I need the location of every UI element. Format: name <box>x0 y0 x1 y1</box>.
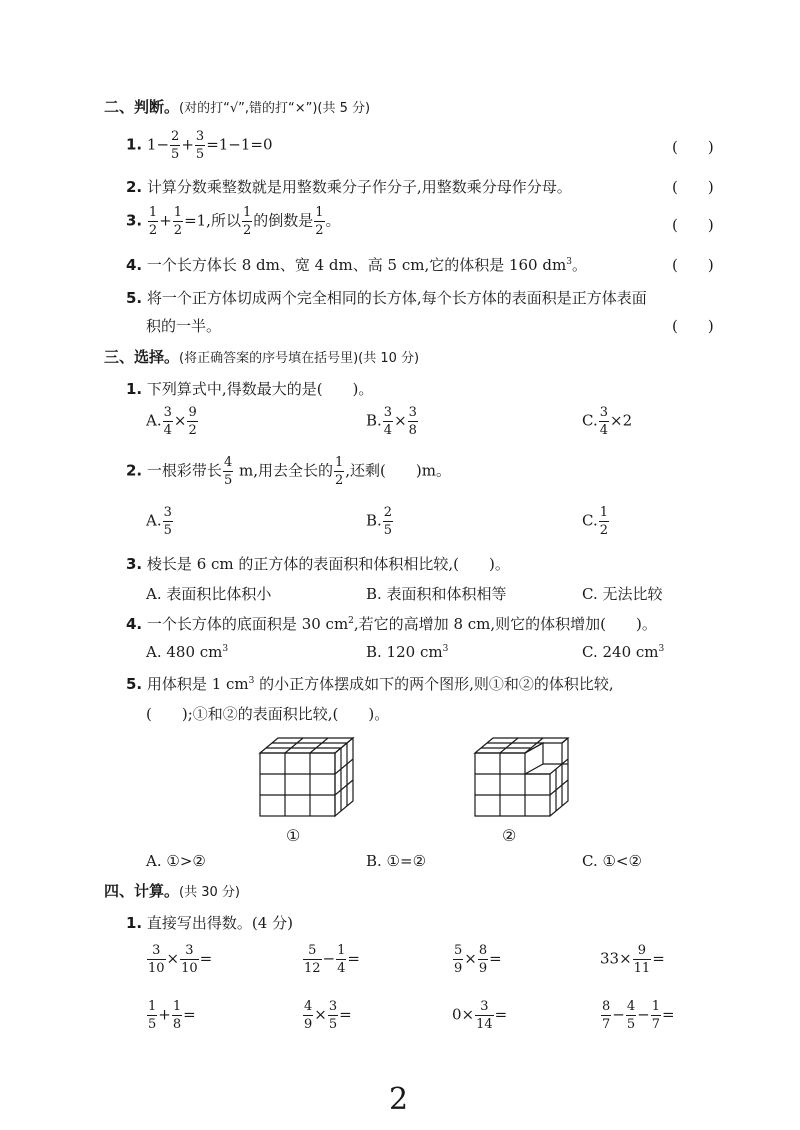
s2-q4 <box>126 254 587 275</box>
s3-q2-option-b[interactable] <box>366 506 394 537</box>
s2-q1-tail: =1−1=0 <box>206 135 273 154</box>
numerator: 4 <box>223 455 233 470</box>
numerator: 5 <box>454 943 463 958</box>
calc-item[interactable] <box>452 1000 507 1031</box>
fig2-label: ② <box>502 826 517 845</box>
s2-q4-num: 4. <box>126 256 143 274</box>
denominator: 2 <box>315 223 324 238</box>
denominator: 9 <box>478 961 488 976</box>
calc-item[interactable] <box>302 1000 352 1031</box>
fraction <box>147 1000 157 1031</box>
s3-q2 <box>126 456 451 487</box>
s3-q3-num: 3. <box>126 555 143 573</box>
s3-q2-t1: 一根彩带长 <box>146 461 222 480</box>
fraction <box>626 1000 636 1031</box>
fraction <box>163 506 173 537</box>
denominator: 12 <box>304 961 321 976</box>
numerator: 3 <box>408 405 417 420</box>
fraction <box>383 406 393 437</box>
fraction <box>408 406 418 437</box>
denominator: 9 <box>454 961 463 976</box>
fraction <box>303 944 322 975</box>
s3-q3-option-a[interactable]: A. 表面积比体积小 <box>146 585 272 603</box>
operator: + <box>158 1005 171 1024</box>
fraction <box>172 1000 182 1031</box>
option-label: A. <box>146 511 162 530</box>
s2-q3-mid2: 的倒数是 <box>253 211 314 230</box>
denominator: 2 <box>173 223 183 238</box>
s2-q2 <box>126 176 572 197</box>
s3-q4-t2[interactable]: ,若它的高增加 8 cm,则它的体积增加( )。 <box>353 615 657 633</box>
denominator: 4 <box>337 961 346 976</box>
s2-q3-mid: =1,所以 <box>184 211 241 230</box>
operator: × <box>166 949 180 968</box>
fraction <box>601 1000 611 1031</box>
s3-q3-option-b[interactable]: B. 表面积和体积相等 <box>366 585 507 603</box>
s2-q1-num: 1. <box>126 135 143 154</box>
s3-q4-option-b[interactable] <box>366 643 448 661</box>
section4-note: (共 30 分) <box>179 885 240 900</box>
equals-sign: = <box>652 949 665 968</box>
numerator: 4 <box>626 999 636 1014</box>
section2-note: (对的打“√”,错的打“×”)(共 5 分) <box>179 101 371 116</box>
s2-q5-answer-paren[interactable]: ( ) <box>672 317 714 335</box>
numerator: 8 <box>478 943 488 958</box>
s3-q2-option-a[interactable] <box>146 506 174 537</box>
numerator: 1 <box>242 205 252 220</box>
denominator: 5 <box>383 523 393 538</box>
fraction <box>328 1000 338 1031</box>
s3-q1-option-a[interactable] <box>146 406 199 437</box>
s3-q5-num: 5. <box>126 675 143 693</box>
s2-q3-end: 。 <box>325 211 341 230</box>
section3-title: 三、选择。 <box>104 348 180 366</box>
numerator: 4 <box>304 999 313 1014</box>
fraction <box>633 944 652 975</box>
denominator: 5 <box>223 473 233 488</box>
s2-q4-end: 。 <box>571 256 587 274</box>
fraction <box>148 206 158 237</box>
s2-q2-answer-paren[interactable]: ( ) <box>672 178 714 196</box>
s3-q5-option-b[interactable]: B. ①=② <box>366 852 427 870</box>
calc-lead: 0× <box>452 1005 475 1024</box>
numerator: 8 <box>602 999 611 1014</box>
superscript: 3 <box>566 257 572 267</box>
s3-q2-t2: m,用去全长的 <box>234 461 333 480</box>
denominator: 9 <box>304 1017 313 1032</box>
s3-q2-t3[interactable]: ,还剩( )m。 <box>345 461 451 480</box>
s2-q5-line2: 积的一半。 <box>146 317 222 335</box>
s4-q1 <box>126 912 293 933</box>
equals-sign: = <box>199 949 213 968</box>
denominator: 10 <box>181 961 198 976</box>
s3-q5-option-c[interactable]: C. ①<② <box>582 852 642 870</box>
superscript: 3 <box>442 644 449 654</box>
s2-q4-text: 一个长方体长 8 dm、宽 4 dm、高 5 cm,它的体积是 160 dm <box>146 256 567 274</box>
s3-q5-t1: 用体积是 1 cm <box>146 675 249 693</box>
numerator: 9 <box>188 405 197 420</box>
fraction <box>383 506 393 537</box>
s3-q3-option-c[interactable]: C. 无法比较 <box>582 585 663 603</box>
numerator: 5 <box>308 943 317 958</box>
option-text: C. 240 cm <box>582 643 659 661</box>
denominator: 5 <box>328 1017 338 1032</box>
s2-q5-num: 5. <box>126 289 143 307</box>
cube-figure-2 <box>470 733 580 823</box>
calc-lead: 33× <box>600 949 632 968</box>
equals-sign: = <box>494 1005 508 1024</box>
fraction <box>163 406 173 437</box>
denominator: 2 <box>242 223 252 238</box>
s3-q2-option-c[interactable] <box>582 506 610 537</box>
denominator: 2 <box>188 423 197 438</box>
fraction <box>334 456 344 487</box>
equals-sign: = <box>489 949 502 968</box>
fraction <box>478 944 488 975</box>
option-tail: ×2 <box>610 411 633 430</box>
s2-q3-num: 3. <box>126 211 143 230</box>
fraction <box>170 130 180 161</box>
s3-q5-line2[interactable]: ( );①和②的表面积比较,( )。 <box>146 705 390 723</box>
numerator: 3 <box>185 943 194 958</box>
numerator: 1 <box>172 999 182 1014</box>
section4-heading <box>104 880 240 901</box>
option-text: A. 480 cm <box>146 643 223 661</box>
section3-note: (将正确答案的序号填在括号里)(共 10 分) <box>179 351 420 366</box>
s2-q3-answer-paren[interactable]: ( ) <box>672 216 714 234</box>
option-text: B. 120 cm <box>366 643 443 661</box>
numerator: 1 <box>315 205 324 220</box>
operator: − <box>637 1005 650 1024</box>
operator: × <box>314 1005 327 1024</box>
s3-q5-t2: 的小正方体摆成如下的两个图形,则①和②的体积比较, <box>254 675 614 693</box>
s3-q4-t1: 一个长方体的底面积是 30 cm <box>146 615 349 633</box>
fraction <box>187 406 197 437</box>
numerator: 3 <box>383 405 393 420</box>
denominator: 8 <box>172 1017 182 1032</box>
option-label: A. <box>146 411 162 430</box>
denominator: 4 <box>383 423 393 438</box>
numerator: 1 <box>148 999 157 1014</box>
denominator: 2 <box>334 473 344 488</box>
numerator: 3 <box>599 405 608 420</box>
numerator: 1 <box>599 505 608 520</box>
fraction <box>453 944 463 975</box>
s3-q4-option-c[interactable] <box>582 643 664 661</box>
denominator: 5 <box>171 147 180 162</box>
numerator: 2 <box>171 129 180 144</box>
denominator: 2 <box>599 523 608 538</box>
operator: + <box>159 211 172 230</box>
denominator: 5 <box>195 147 205 162</box>
equals-sign: = <box>662 1005 675 1024</box>
page-number: 2 <box>389 1082 409 1117</box>
fraction <box>303 1000 313 1031</box>
numerator: 3 <box>152 943 161 958</box>
equals-sign: = <box>347 949 360 968</box>
section2-heading <box>104 96 370 117</box>
fig1-label: ① <box>286 826 301 845</box>
numerator: 3 <box>480 999 489 1014</box>
operator: − <box>612 1005 625 1024</box>
numerator: 3 <box>328 999 338 1014</box>
denominator: 5 <box>148 1017 157 1032</box>
calc-item[interactable] <box>600 944 665 975</box>
denominator: 5 <box>626 1017 636 1032</box>
s2-q3 <box>126 206 341 237</box>
denominator: 11 <box>633 961 651 976</box>
s3-q3-text[interactable]: 棱长是 6 cm 的正方体的表面积和体积相比较,( )。 <box>146 555 510 573</box>
s3-q1-text[interactable]: 下列算式中,得数最大的是( )。 <box>146 380 374 398</box>
numerator: 3 <box>195 129 205 144</box>
fraction <box>223 456 233 487</box>
cube-figure-1 <box>255 733 365 823</box>
fraction <box>147 944 166 975</box>
fraction <box>336 944 346 975</box>
calc-item[interactable] <box>146 1000 196 1031</box>
fraction <box>242 206 252 237</box>
s3-q1-num: 1. <box>126 380 143 398</box>
numerator: 2 <box>383 505 393 520</box>
s3-q4-option-a[interactable] <box>146 643 228 661</box>
calc-item[interactable] <box>146 944 212 975</box>
numerator: 3 <box>163 505 172 520</box>
equals-sign: = <box>183 1005 196 1024</box>
s2-q1 <box>126 130 273 161</box>
numerator: 1 <box>651 999 660 1014</box>
superscript: 2 <box>348 616 354 626</box>
fraction <box>314 206 324 237</box>
numerator: 1 <box>334 455 344 470</box>
s4-q1-text: 直接写出得数。(4 分) <box>146 914 293 932</box>
s3-q1 <box>126 378 373 399</box>
s3-q4-num: 4. <box>126 615 143 633</box>
denominator: 10 <box>148 961 165 976</box>
section4-title: 四、计算。 <box>104 882 180 900</box>
fraction <box>599 506 609 537</box>
numerator: 3 <box>163 405 172 420</box>
fraction <box>173 206 183 237</box>
s2-q2-text: 计算分数乘整数就是用整数乘分子作分子,用整数乘分母作分母。 <box>146 178 572 196</box>
option-label: C. <box>582 411 598 430</box>
fraction <box>475 1000 494 1031</box>
s3-q2-num: 2. <box>126 461 143 480</box>
superscript: 3 <box>658 644 665 654</box>
operator: × <box>173 411 187 430</box>
fraction <box>195 130 205 161</box>
numerator: 1 <box>337 943 346 958</box>
numerator: 9 <box>637 943 647 958</box>
option-label: C. <box>582 511 598 530</box>
s2-q1-lead: 1− <box>146 135 170 154</box>
operator: × <box>464 949 477 968</box>
denominator: 7 <box>602 1017 611 1032</box>
operator: × <box>394 411 407 430</box>
superscript: 3 <box>222 644 229 654</box>
s2-q1-answer-paren[interactable]: ( ) <box>672 138 714 156</box>
numerator: 1 <box>173 205 183 220</box>
calc-item[interactable] <box>600 1000 675 1031</box>
option-label: B. <box>366 511 382 530</box>
s3-q5-option-a[interactable]: A. ①>② <box>146 852 206 870</box>
denominator: 5 <box>163 523 172 538</box>
fraction <box>599 406 609 437</box>
s3-q1-option-c[interactable] <box>582 406 632 437</box>
fraction <box>651 1000 661 1031</box>
fraction <box>180 944 199 975</box>
s4-q1-num: 1. <box>126 914 143 932</box>
denominator: 7 <box>651 1017 660 1032</box>
option-label: B. <box>366 411 382 430</box>
section3-heading <box>104 346 419 367</box>
s3-q4 <box>126 613 657 634</box>
s3-q1-option-b[interactable] <box>366 406 419 437</box>
denominator: 8 <box>408 423 417 438</box>
calc-item[interactable] <box>302 944 360 975</box>
s3-q3 <box>126 553 510 574</box>
superscript: 3 <box>248 676 255 686</box>
section2-title: 二、判断。 <box>104 98 180 116</box>
operator: + <box>181 135 194 154</box>
s2-q4-answer-paren[interactable]: ( ) <box>672 256 714 274</box>
equals-sign: = <box>339 1005 352 1024</box>
s2-q5 <box>126 287 647 308</box>
operator: − <box>322 949 336 968</box>
s2-q2-num: 2. <box>126 178 143 196</box>
s2-q5-line1: 将一个正方体切成两个完全相同的长方体,每个长方体的表面积是正方体表面 <box>146 289 647 307</box>
calc-item[interactable] <box>452 944 502 975</box>
denominator: 14 <box>476 1017 493 1032</box>
denominator: 2 <box>148 223 158 238</box>
denominator: 4 <box>163 423 172 438</box>
denominator: 4 <box>599 423 608 438</box>
numerator: 1 <box>148 205 158 220</box>
s3-q5 <box>126 673 614 694</box>
